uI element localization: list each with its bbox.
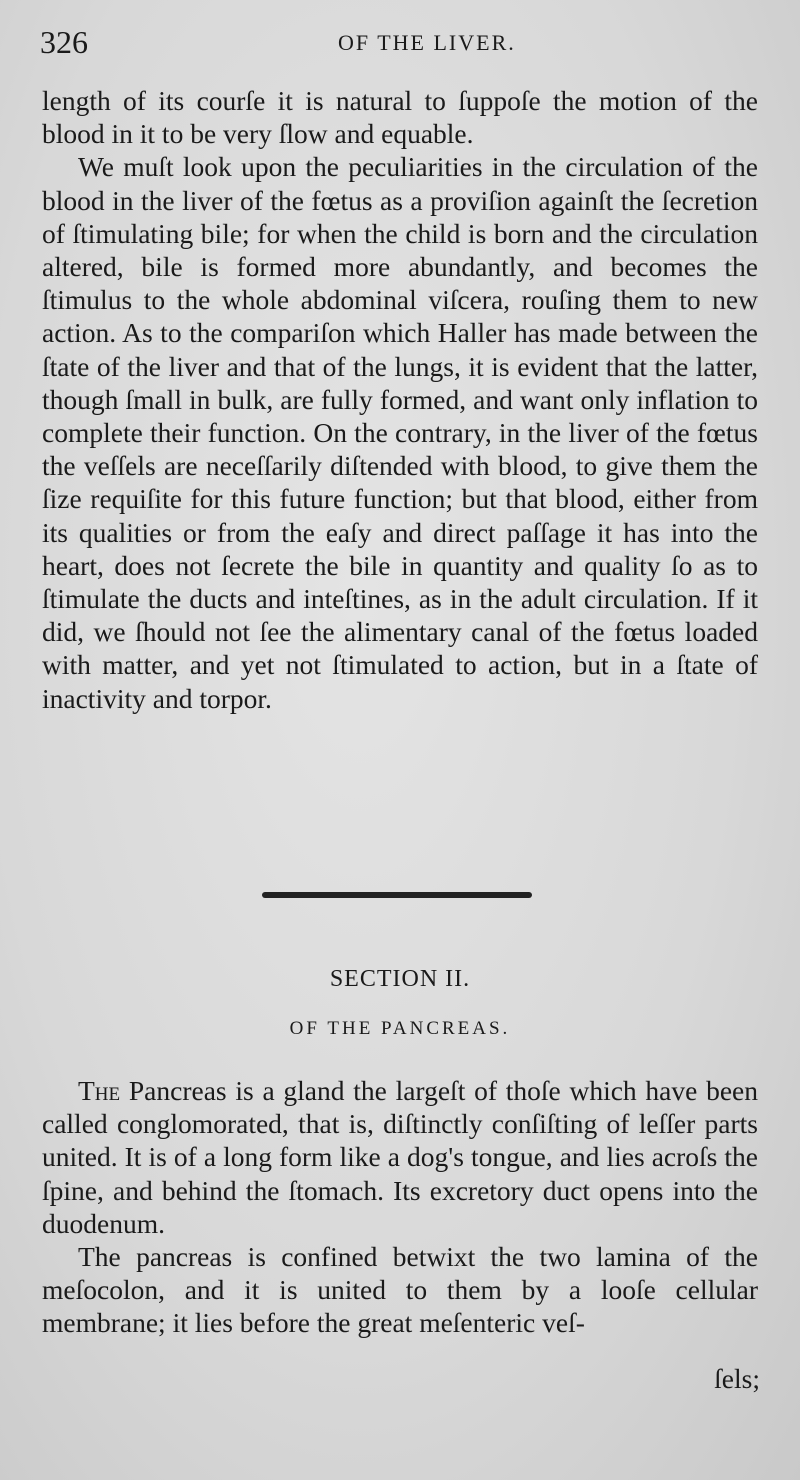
section-subtitle: OF THE PANCREAS. — [289, 1018, 511, 1039]
catchword: ſels; — [714, 1363, 760, 1394]
paragraph-foetus-circulation: We muſt look upon the peculiarities in the circulation of the blood in the liver of the fœtus as a proviſion againſt the ſecretion of ſtimulating bile; for when the child is born and the circulation altered, bile is formed more abundantly, and becomes the ſtimulus to the whole abdominal viſcera, rouſing them to new action. As to the compariſon which Haller has made between the ſtate of the liver and that of the lungs, it is evident that the latter, though ſmall in bulk, are fully formed, and want only inflation to complete their function. On the contrary, in the liver of the fœtus the veſſels are neceſſarily diſtended with blood, to give them the ſize requiſite for this future function; but that blood, either from its qualities or from the eaſy and direct paſſage it has into the heart, does not ſecrete the bile in quantity and quality ſo as to ſtimulate the ducts and inteſtines, as in the adult circulation. If it did, we ſhould not ſee the alimentary canal of the fœtus loaded with matter, and yet not ſtimulated to action, but in a ſtate of inactivity and torpor. — [42, 151, 758, 714]
paragraph-pancreas-position: The pancreas is confined betwixt the two lamina of the meſocolon, and it is united to them by a looſe cellular membrane; it lies before the great meſenteric veſ- — [42, 1241, 758, 1339]
liver-text — [42, 84, 758, 715]
paragraph-pancreas-intro-text: Pancreas is a gland the largeſt of thoſe which have been called conglomorated, that is, diſtinctly conſiſting of leſſer parts united. It is of a long form like a dog's tongue, and lies acroſs the ſpine, and behind the ſtomach. Its excretory duct opens into the duodenum. — [42, 1075, 758, 1239]
pancreas-text — [42, 1074, 758, 1340]
paragraph-lead-word: The — [78, 1075, 121, 1106]
page-number: 326 — [40, 24, 88, 60]
paragraph-continuation: length of its courſe it is natural to ſuppoſe the motion of the blood in it to be very ſlow and equable. — [42, 85, 758, 150]
paragraph-pancreas-intro — [42, 1074, 758, 1240]
section-divider — [262, 892, 532, 898]
running-head: OF THE LIVER. — [338, 30, 516, 55]
section-title: SECTION II. — [329, 966, 471, 992]
page-header — [40, 22, 760, 62]
